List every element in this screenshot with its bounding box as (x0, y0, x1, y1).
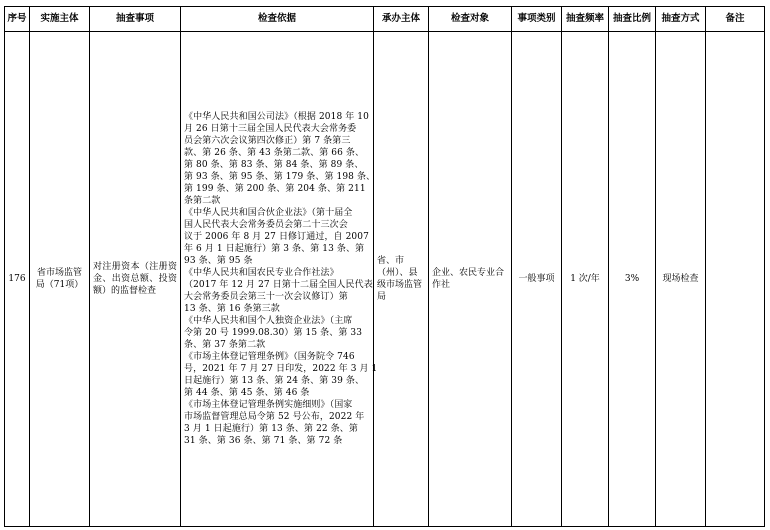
col-header-remark: 备注 (706, 7, 765, 32)
basis-line: 第 80 条、第 83 条、第 84 条、第 89 条、 (184, 160, 364, 170)
basis-line: （2017 年 12 月 27 日第十二届全国人民代表 (184, 280, 373, 290)
cell-category: 一般事项 (512, 32, 562, 527)
basis-line: 条第二款 (184, 196, 221, 206)
cell-organizer: 省、市（州）、县级市场监管局 (374, 32, 429, 527)
basis-line: 员会第六次会议第四次修正）第 7 条第三 (184, 136, 351, 146)
basis-line: 第 44 条、第 45 条、第 46 条 (184, 388, 310, 398)
basis-line: 市场监督管理总局令第 52 号公布，2022 年 (184, 412, 365, 422)
col-header-subject: 实施主体 (30, 7, 90, 32)
table-row (5, 32, 765, 527)
basis-line: 31 条、第 36 条、第 71 条、第 72 条 (184, 436, 343, 446)
cell-method: 现场检查 (656, 32, 706, 527)
cell-target: 企业、农民专业合作社 (429, 32, 512, 527)
cell-remark (706, 32, 765, 527)
cell-frequency: 1 次/年 (562, 32, 609, 527)
cell-ratio: 3% (609, 32, 656, 527)
basis-line: 条、第 37 条第二款 (184, 340, 266, 350)
basis-line: 93 条、第 95 条 (184, 256, 253, 266)
basis-line: 年 6 月 1 日起施行）第 3 条、第 13 条、第 (184, 244, 365, 254)
col-header-ratio: 抽查比例 (609, 7, 656, 32)
basis-line: 《中华人民共和国农民专业合作社法》 (184, 268, 339, 278)
basis-line: 令第 20 号 1999.08.30）第 15 条、第 33 (184, 328, 363, 338)
basis-line: 月 26 日第十三届全国人民代表大会常务委 (184, 124, 357, 134)
col-header-frequency: 抽查频率 (562, 7, 609, 32)
basis-line: 款、第 26 条、第 43 条第二款、第 66 条、 (184, 148, 365, 158)
cell-subject: 省市场监管局（71项） (30, 32, 90, 527)
col-header-organizer: 承办主体 (374, 7, 429, 32)
cell-basis (181, 32, 378, 527)
basis-line: 《中华人民共和国合伙企业法》（第十届全 (184, 208, 353, 218)
col-header-basis: 检查依据 (181, 7, 374, 32)
basis-line: 号，2021 年 7 月 27 日印发，2022 年 3 月 1 (184, 364, 378, 374)
cell-item: 对注册资本（注册资金、出资总额、投资额）的监督检查 (90, 32, 181, 527)
basis-line: 13 条、第 16 条第三款 (184, 304, 280, 314)
inspection-table-sheet (4, 6, 764, 527)
basis-line: 《中华人民共和国公司法》（根据 2018 年 10 (184, 112, 369, 122)
basis-line: 议于 2006 年 8 月 27 日修订通过，自 2007 (184, 232, 369, 242)
basis-line: 《市场主体登记管理条例》（国务院令 746 (184, 352, 355, 362)
col-header-category: 事项类别 (512, 7, 562, 32)
cell-seq: 176 (5, 32, 30, 527)
header-row (5, 7, 765, 32)
col-header-item: 抽查事项 (90, 7, 181, 32)
basis-line: 国人民代表大会常务委员会第二十三次会 (184, 220, 348, 230)
basis-text (184, 111, 378, 447)
basis-line: 《市场主体登记管理条例实施细则》（国家 (184, 400, 353, 410)
basis-line: 第 199 条、第 200 条、第 204 条、第 211 (184, 184, 366, 194)
inspection-table (4, 6, 765, 527)
basis-line: 日起施行）第 13 条、第 24 条、第 39 条、 (184, 376, 365, 386)
basis-line: 第 93 条、第 95 条、第 179 条、第 198 条、 (184, 172, 376, 182)
col-header-target: 检查对象 (429, 7, 512, 32)
basis-line: 3 月 1 日起施行）第 13 条、第 22 条、第 (184, 424, 358, 434)
col-header-method: 抽查方式 (656, 7, 706, 32)
basis-line: 《中华人民共和国个人独资企业法》（主席 (184, 316, 353, 326)
basis-line: 大会常务委员会第三十一次会议修订）第 (184, 292, 348, 302)
col-header-seq: 序号 (5, 7, 30, 32)
